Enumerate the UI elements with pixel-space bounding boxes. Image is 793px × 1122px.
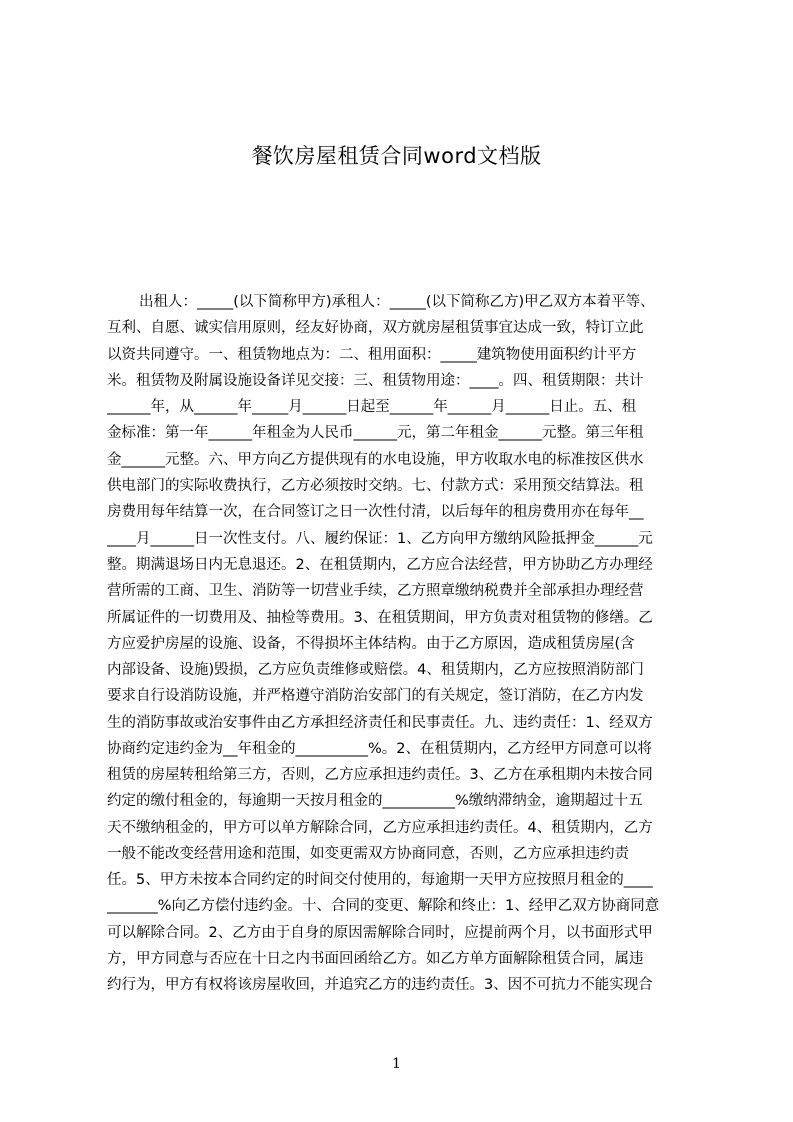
body-line: 以资共同遵守。一、租赁物地点为：二、租用面积：_____建筑物使用面积约计平方 bbox=[107, 346, 637, 363]
body-line: 米。租赁物及附属设施设备详见交接：三、租赁物用途：____。四、租赁期限：共计 bbox=[107, 372, 644, 389]
body-line: 方，甲方同意与否应在十日之内书面回函给乙方。如乙方单方面解除租赁合同，属违 bbox=[107, 951, 644, 968]
body-line: 协商约定违约金为__年租金的__________%。2、在租赁期内，乙方经甲方同意可以将 bbox=[107, 741, 653, 757]
body-line: 约行为，甲方有权将该房屋收回，并追究乙方的违约责任。3、因不可抗力不能实现合 bbox=[107, 977, 653, 994]
body-line: ____月______日一次性支付。八、履约保证：1、乙方向甲方缴纳风险抵押金______元 bbox=[107, 530, 653, 547]
body-line: 要求自行设消防设施，并严格遵守消防治安部门的有关规定，签订消防，在乙方内发 bbox=[107, 688, 644, 705]
body-line: 任。5、甲方未按本合同约定的时间交付使用的，每逾期一天甲方应按照月租金的____ bbox=[107, 872, 653, 889]
body-line: 整。期满退场日内无息退还。2、在租赁期内，乙方应合法经营，甲方协助乙方办理经 bbox=[107, 556, 653, 573]
document-body-continued bbox=[107, 762, 698, 1036]
body-line: 房费用每年结算一次，在合同签订之日一次性付清，以后每年的租房费用亦在每年__ bbox=[107, 504, 644, 521]
body-line: 内部设备、设施)毁损，乙方应负责维修或赔偿。4、租赁期内，乙方应按照消防部门 bbox=[107, 662, 644, 679]
document-title: 餐饮房屋租赁合同word文档版 bbox=[251, 144, 542, 168]
body-line: 金标准：第一年______年租金为人民币______元，第二年租金______元整。第三年租 bbox=[107, 425, 644, 442]
body-line: 供电部门的实际收费执行，乙方必须按时交纳。七、付款方式：采用预交结算法。租 bbox=[107, 478, 644, 495]
body-line: 约定的缴付租金的，每逾期一天按月租金的__________%缴纳滞纳金，逾期超过十五 bbox=[107, 793, 643, 810]
body-line: 出租人：_____(以下简称甲方)承租人：_____(以下简称乙方)甲乙双方本着平等、 bbox=[139, 294, 655, 310]
page-number: 1 bbox=[392, 1056, 401, 1072]
body-line: 天不缴纳租金的，甲方可以单方解除合同，乙方应承担违约责任。4、租赁期内，乙方 bbox=[107, 819, 653, 836]
body-line: 租赁的房屋转租给第三方，否则，乙方应承担违约责任。3、乙方在承租期内未按合同 bbox=[107, 767, 653, 783]
body-line: 互利、自愿、诚实信用原则，经友好协商，双方就房屋租赁事宜达成一致，特订立此 bbox=[107, 320, 644, 337]
body-line: _______%向乙方偿付违约金。十、合同的变更、解除和终止：1、经甲乙双方协商同意 bbox=[107, 898, 660, 915]
body-line: 可以解除合同。2、乙方由于自身的原因需解除合同时，应提前两个月，以书面形式甲 bbox=[107, 924, 653, 941]
body-line: 方应爱护房屋的设施、设备，不得损坏主体结构。由于乙方原因，造成租赁房屋(含 bbox=[107, 635, 635, 652]
document-body bbox=[107, 289, 698, 757]
body-line: 所属证件的一切费用及、抽检等费用。3、在租赁期间，甲方负责对租赁物的修缮。乙 bbox=[107, 609, 653, 626]
body-line: 生的消防事故或治安事件由乙方承担经济责任和民事责任。九、违约责任：1、经双方 bbox=[107, 714, 653, 731]
body-line: ______年，从______年_____月______日起至______年______月______日止。五、租 bbox=[107, 399, 637, 416]
body-line: 一般不能改变经营用途和范围，如变更需双方协商同意，否则，乙方应承担违约责 bbox=[107, 845, 629, 862]
body-line: 营所需的工商、卫生、消防等一切营业手续，乙方照章缴纳税费并全部承担办理经营 bbox=[107, 583, 644, 600]
body-line: 金______元整。六、甲方向乙方提供现有的水电设施，甲方收取水电的标准按区供水 bbox=[107, 451, 644, 468]
